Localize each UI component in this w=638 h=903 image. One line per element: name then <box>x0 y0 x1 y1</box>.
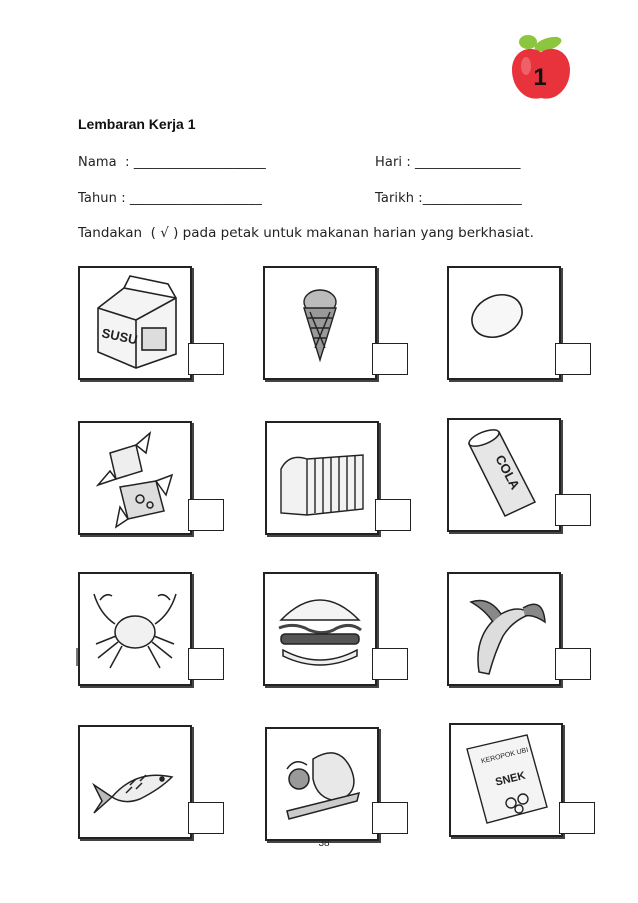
tickbox-vegetables[interactable] <box>372 802 408 834</box>
tickbox-cola[interactable] <box>555 494 591 526</box>
can-label: COLA <box>492 452 523 492</box>
tickbox-snack[interactable] <box>559 802 595 834</box>
worksheet-title: Lembaran Kerja 1 <box>78 116 196 132</box>
ice-cream-picture <box>263 266 377 380</box>
bread-picture <box>265 421 379 535</box>
tickbox-egg[interactable] <box>555 343 591 375</box>
cola-can-picture <box>447 418 561 532</box>
tickbox-candy[interactable] <box>188 499 224 531</box>
carton-label: SUSU <box>100 325 139 348</box>
fish-picture <box>78 725 192 839</box>
tickbox-crab[interactable] <box>188 648 224 680</box>
burger-picture <box>263 572 377 686</box>
candy-picture <box>78 421 192 535</box>
milk-carton-picture <box>78 266 192 380</box>
tickbox-fish[interactable] <box>188 802 224 834</box>
tickbox-bread[interactable] <box>375 499 411 531</box>
tickbox-banana[interactable] <box>555 648 591 680</box>
egg-picture <box>447 266 561 380</box>
name-field[interactable]: Nama : ____________________ <box>78 155 266 170</box>
crab-picture <box>78 572 192 686</box>
vegetables-picture <box>265 727 379 841</box>
bag-label: SNEK <box>494 769 527 789</box>
worksheet-number: 1 <box>533 64 547 91</box>
bag-sublabel: KEROPOK UBI <box>480 746 530 766</box>
instruction-text: Tandakan ( √ ) pada petak untuk makanan harian yang berkhasiat. <box>78 225 534 241</box>
tickbox-milk[interactable] <box>188 343 224 375</box>
day-field[interactable]: Hari : ________________ <box>375 155 521 170</box>
tickbox-burger[interactable] <box>372 648 408 680</box>
snack-bag-picture <box>449 723 563 837</box>
year-field[interactable]: Tahun : ____________________ <box>78 191 262 206</box>
tickbox-ice-cream[interactable] <box>372 343 408 375</box>
date-field[interactable]: Tarikh :_______________ <box>375 191 522 206</box>
scan-mark <box>76 648 81 666</box>
page-number: 38 <box>318 838 330 849</box>
banana-picture <box>447 572 561 686</box>
